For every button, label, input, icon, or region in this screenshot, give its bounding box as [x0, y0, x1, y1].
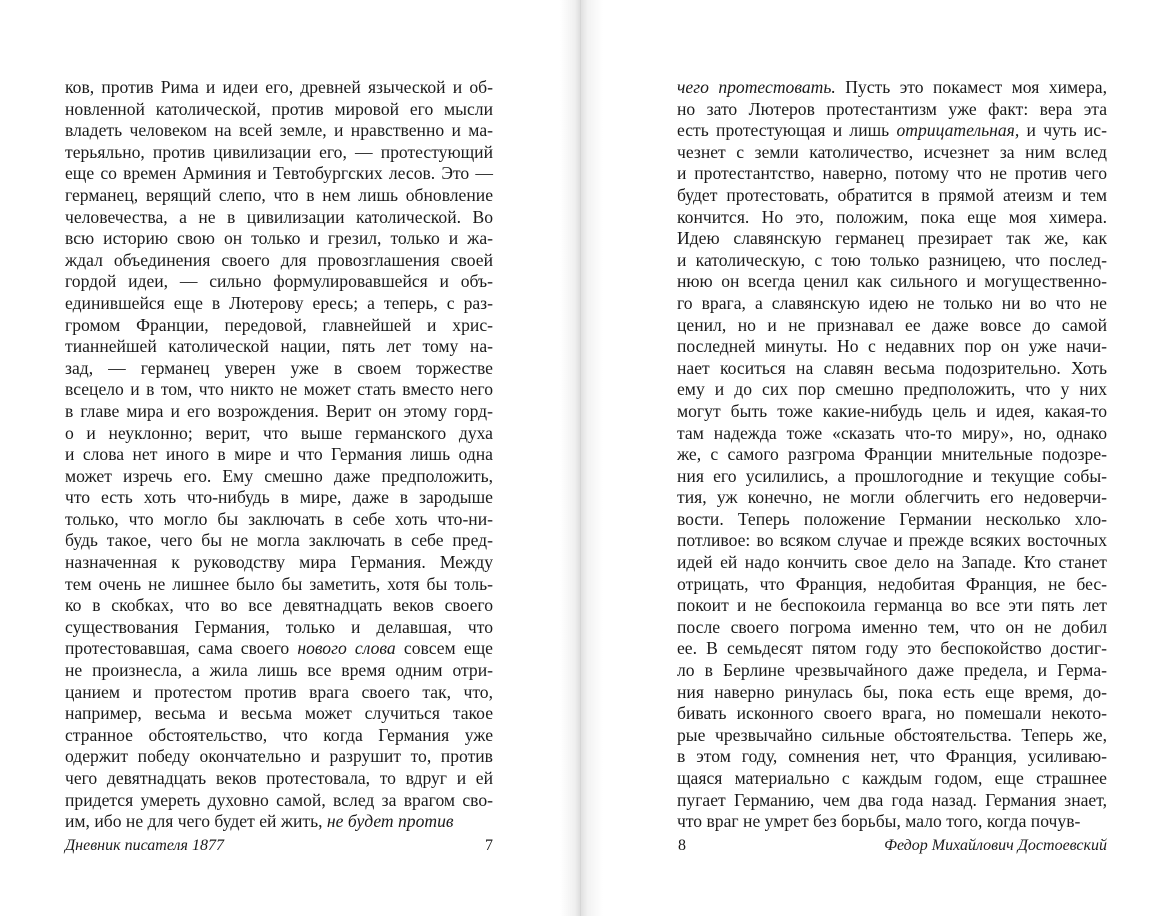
text-line [65, 660, 493, 682]
left-page-number: 7 [485, 837, 493, 854]
text-segment: идей ей надо кончить свое дело на Западе. Кто станет [677, 552, 1107, 573]
text-segment: может изречь его. Ему смешно даже предположить, [65, 465, 493, 486]
text-segment: протестовавшая, сама своего [65, 638, 298, 659]
text-segment: там надежда тоже «сказать что-то миру», но, однако [677, 422, 1107, 443]
text-segment: нает коситься на славян весьма подозрительно. Хоть [677, 357, 1107, 378]
text-segment: ее. В семьдесят пятом году это беспокойство достиг- [677, 638, 1107, 659]
text-line [65, 552, 493, 574]
text-segment: ло в Берлине чрезвычайного даже предела, и Герма- [677, 660, 1107, 681]
text-line [65, 271, 493, 293]
text-line [65, 185, 493, 207]
text-line [677, 617, 1107, 639]
text-line [677, 682, 1107, 704]
text-line [677, 120, 1107, 142]
text-line [677, 746, 1107, 768]
text-line [677, 401, 1107, 423]
text-segment: бивать исконного своего врага, но помешали некото- [677, 703, 1107, 724]
text-segment: зад, — германец уверен уже в своем торжестве [65, 357, 493, 378]
text-line [65, 725, 493, 747]
text-line [677, 423, 1107, 445]
italic-text: нового слова [297, 638, 396, 659]
text-line [677, 790, 1107, 812]
text-segment: пугает Германию, чем два года назад. Германия знает, [677, 789, 1107, 810]
text-segment: и католическую, с тою только разницею, что послед- [677, 249, 1107, 270]
text-segment: и слова нет иного в мире и что Германия лишь одна [65, 444, 493, 465]
text-segment: ценил, но и не признавал ее даже вовсе до самой [677, 314, 1107, 335]
text-line [65, 401, 493, 423]
text-segment: вости. Теперь положение Германии несколько хло- [677, 508, 1107, 529]
text-segment: ния наверно ринулась бы, пока есть еще время, до- [677, 681, 1107, 702]
italic-text: не будет против [326, 811, 454, 832]
text-segment: гордой идеи, — сильно формулировавшейся и объ- [65, 271, 493, 292]
text-line [65, 811, 493, 833]
text-segment: человечества, а не в цивилизации католической. Во [65, 206, 493, 227]
text-line [65, 595, 493, 617]
text-line [65, 487, 493, 509]
text-line [677, 250, 1107, 272]
text-line [65, 746, 493, 768]
text-line [65, 790, 493, 812]
text-segment: странное обстоятельство, что когда Германия уже [65, 724, 493, 745]
text-line [65, 466, 493, 488]
text-line [677, 509, 1107, 531]
text-line [677, 271, 1107, 293]
text-segment: в этом году, сомнения нет, что Франция, усиливаю- [677, 746, 1107, 767]
right-page-number: 8 [678, 837, 686, 854]
text-segment: и протестантство, наверно, потому что не против чего [677, 163, 1107, 184]
text-line [677, 574, 1107, 596]
text-segment: назначенная к руководству мира Германия. Между [65, 552, 493, 573]
text-line [677, 77, 1107, 99]
right-page-text [677, 77, 1107, 833]
text-segment: всецело и в том, что никто не может стать вместо него [65, 379, 493, 400]
text-segment: единившейся еще в Лютерову ересь; а теперь, с раз- [65, 292, 493, 313]
text-segment: чезнет с земли католичество, исчезнет за ним вслед [677, 141, 1107, 162]
text-line [677, 336, 1107, 358]
text-segment: что враг не умрет без борьбы, мало того, когда почув- [677, 811, 1081, 832]
text-segment: германец, верящий слепо, что в нем лишь обновление [65, 184, 493, 205]
text-segment: будет протестовать, обратится в прямой атеизм и тем [677, 184, 1107, 205]
text-line [65, 207, 493, 229]
text-segment: щаяся материально с каждым годом, еще страшнее [677, 768, 1107, 788]
text-segment: цанием и протестом против врага своего так, что, [65, 681, 493, 702]
text-segment: не произнесла, а жила лишь все время одним отри- [65, 660, 493, 681]
text-line [677, 595, 1107, 617]
text-line [65, 423, 493, 445]
text-line [677, 163, 1107, 185]
left-page [0, 0, 580, 916]
text-segment: покоит и не беспокоила германца во все эти пять лет [677, 595, 1107, 616]
text-line [65, 379, 493, 401]
text-segment: владеть человеком на всей земле, и нравственно и ма- [65, 120, 493, 141]
text-line [677, 466, 1107, 488]
text-line [677, 379, 1107, 401]
text-segment: о и неуклонно; верит, что выше германского духа [65, 422, 493, 443]
text-line [677, 638, 1107, 660]
text-segment: что есть хоть что-нибудь в мире, даже в зародыше [65, 487, 493, 508]
text-line [677, 725, 1107, 747]
text-line [677, 315, 1107, 337]
text-line [65, 99, 493, 121]
text-segment: но зато Лютеров протестантизм уже факт: вера эта [677, 98, 1107, 119]
text-line [65, 120, 493, 142]
text-segment: одержит победу окончательно и разрушит то, против [65, 746, 493, 767]
text-segment: ему и до сих пор смешно предположить, что у них [677, 379, 1107, 400]
text-segment: рые чрезвычайно сильные обстоятельства. Теперь же, [677, 724, 1107, 745]
text-segment: ния его усилились, а прошлогодние и текущие собы- [677, 465, 1107, 486]
text-segment: громом Франции, передовой, главнейшей и хрис- [65, 314, 493, 335]
text-segment: еще со времен Арминия и Тевтобургских лесов. Это — [65, 163, 493, 184]
text-segment: тем очень не лишнее было бы заметить, хотя бы толь- [65, 573, 493, 594]
text-segment: придется умереть духовно самой, вслед за врагом сво- [65, 789, 493, 810]
text-line [677, 487, 1107, 509]
text-line [677, 207, 1107, 229]
text-line [65, 703, 493, 725]
text-line [677, 703, 1107, 725]
text-line [65, 293, 493, 315]
text-segment: ко в скобках, что во все девятнадцать веков своего [65, 595, 493, 616]
text-segment: новленной католической, против мировой его мысли [65, 98, 493, 119]
text-line [65, 682, 493, 704]
text-line [677, 552, 1107, 574]
italic-text: отрицательная, [896, 120, 1020, 141]
text-line [677, 142, 1107, 164]
text-line [65, 509, 493, 531]
text-line [677, 293, 1107, 315]
text-segment: Идею славянскую германец презирает так же, как [677, 228, 1107, 249]
text-segment: кончится. Но это, положим, пока еще моя химера. [677, 206, 1107, 227]
text-segment: го врага, а славянскую идею не только ни во что не [677, 292, 1107, 313]
text-segment: могут быть тоже какие-нибудь цель и идея, какая-то [677, 400, 1107, 421]
text-segment: потливое: во всяком случае и прежде всяких восточных [677, 530, 1107, 551]
right-footer-title: Федор Михайлович Достоевский [884, 837, 1107, 854]
text-line [65, 77, 493, 99]
text-segment: отрицать, что Франция, недобитая Франция, не бес- [677, 573, 1107, 594]
text-segment: будь такое, чего бы не могла заключать в себе пред- [65, 530, 493, 551]
text-segment: последней минуты. Но с недавних пор он уже начи- [677, 336, 1107, 357]
text-line [65, 142, 493, 164]
text-segment: нюю он всегда ценил как сильного и могущественно- [677, 271, 1107, 292]
left-footer-title: Дневник писателя 1877 [65, 837, 224, 854]
text-segment: Пусть это покамест моя химера, [835, 77, 1107, 97]
text-line [677, 99, 1107, 121]
text-line [65, 617, 493, 639]
text-line [677, 768, 1107, 790]
text-segment: ков, против Рима и идеи его, древней языческой и об- [65, 77, 493, 97]
text-segment: и чуть ис- [1019, 120, 1107, 141]
text-segment: же, с самого разгрома Франции мнительные подозре- [677, 444, 1107, 465]
text-segment: им, ибо не для чего будет ей жить, [65, 811, 327, 832]
text-segment: тианнейшей католической нации, пять лет тому на- [65, 336, 493, 357]
text-line [677, 444, 1107, 466]
text-segment: всю историю свою он только и грезил, только и жа- [65, 228, 493, 249]
text-line [65, 530, 493, 552]
text-segment: только, что могло бы заключать в себе хоть что-ни- [65, 508, 493, 529]
text-line [677, 811, 1107, 833]
text-segment: ждал объединения своего для провозглашения своей [65, 249, 493, 270]
text-segment: существования Германия, только и делавшая, что [65, 616, 493, 637]
text-line [677, 358, 1107, 380]
text-line [65, 768, 493, 790]
text-line [65, 250, 493, 272]
text-segment: после своего погрома именно тем, что он не добил [677, 616, 1107, 637]
text-line [65, 336, 493, 358]
right-page [581, 0, 1161, 916]
text-line [65, 315, 493, 337]
text-line [65, 228, 493, 250]
text-line [65, 358, 493, 380]
text-segment: совсем еще [395, 638, 493, 659]
text-line [677, 185, 1107, 207]
book-gutter [580, 0, 581, 916]
text-segment: терьяльно, против цивилизации его, — протестующий [65, 141, 493, 162]
text-segment: тия, уж конечно, не могли облегчить его недоверчи- [677, 487, 1107, 508]
text-line [65, 574, 493, 596]
text-line [677, 660, 1107, 682]
italic-text: чего протестовать. [677, 77, 836, 97]
text-line [65, 638, 493, 660]
text-line [65, 444, 493, 466]
text-line [677, 530, 1107, 552]
left-page-text [65, 77, 493, 833]
text-line [65, 163, 493, 185]
text-segment: есть протестующая и лишь [677, 120, 897, 141]
text-segment: например, весьма и весьма может случиться такое [65, 703, 493, 724]
text-segment: в главе мира и его возрождения. Верит он этому горд- [65, 400, 493, 421]
gutter-shadow-left [560, 0, 581, 916]
gutter-shadow-right [581, 0, 603, 916]
text-line [677, 228, 1107, 250]
text-segment: чего девятнадцать веков протестовала, то вдруг и ей [65, 768, 493, 788]
